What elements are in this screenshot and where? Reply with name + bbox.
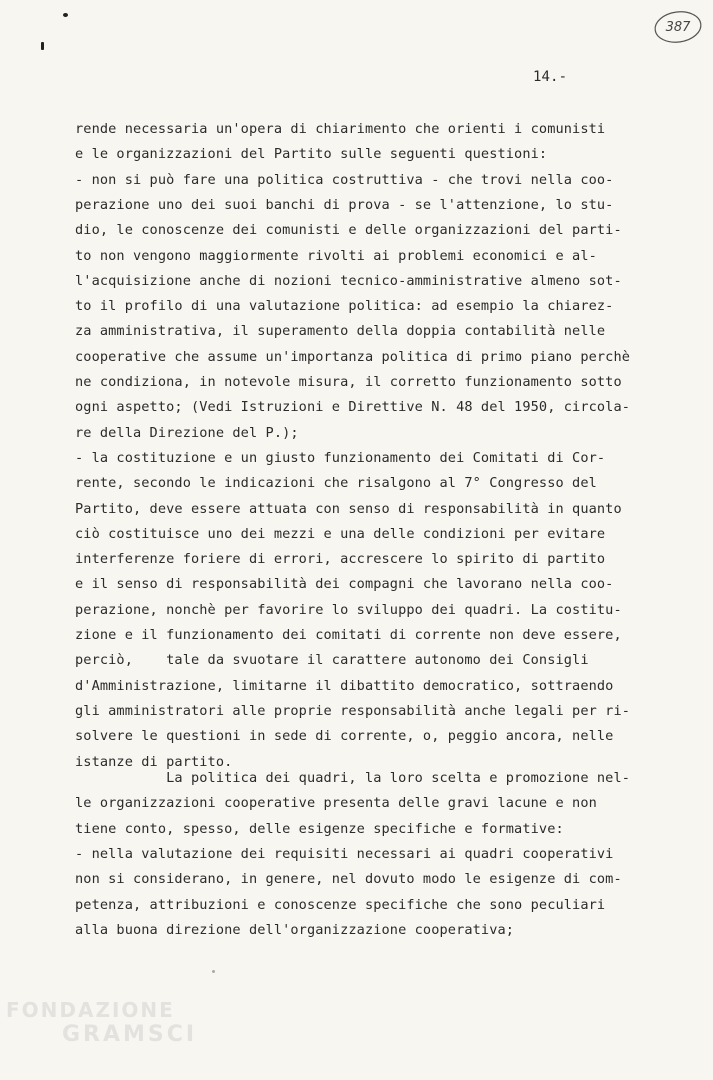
text-line: La politica dei quadri, la loro scelta e promozione nel-	[75, 770, 631, 786]
text-line: le organizzazioni cooperative presenta delle gravi lacune e non	[75, 795, 597, 812]
text-line: perazione, nonchè per favorire lo sviluppo dei quadri. La costitu-	[75, 601, 622, 618]
text-line: rente, secondo le indicazioni che risalgono al 7° Congresso del	[75, 475, 597, 492]
text-line: za amministrativa, il superamento della doppia contabilità nelle	[75, 323, 606, 340]
text-line: to il profilo di una valutazione politica: ad esempio la chiarez-	[75, 298, 614, 315]
watermark-line-1: FONDAZIONE	[6, 998, 175, 1022]
watermark-line-2: GRAMSCI	[62, 1022, 198, 1047]
text-line: cooperative che assume un'importanza politica di primo piano perchè	[75, 348, 631, 365]
punch-mark	[41, 42, 44, 50]
text-line: to non vengono maggiormente rivolti ai problemi economici e al-	[75, 247, 597, 264]
text-line: e il senso di responsabilità dei compagni che lavorano nella coo-	[75, 576, 614, 593]
archive-stamp	[653, 10, 703, 44]
text-line: l'acquisizione anche di nozioni tecnico-amministrative almeno sot-	[75, 272, 622, 289]
text-line: d'Amministrazione, limitarne il dibattito democratico, sottraendo	[75, 677, 614, 694]
text-line: perazione uno dei suoi banchi di prova - se l'attenzione, lo stu-	[75, 196, 614, 213]
text-line: Partito, deve essere attuata con senso di responsabilità in quanto	[75, 500, 622, 517]
text-line: perciò, tale da svuotare il carattere autonomo dei Consigli	[75, 652, 589, 669]
text-line: gli amministratori alle proprie responsabilità anche legali per ri-	[75, 702, 631, 719]
text-line: solvere le questioni in sede di corrente, o, peggio ancora, nelle	[75, 728, 614, 745]
punch-mark	[63, 13, 68, 17]
text-line: - la costituzione e un giusto funzionamento dei Comitati di Cor-	[75, 449, 606, 466]
page-number: 14.-	[533, 69, 568, 85]
text-line: zione e il funzionamento dei comitati di corrente non deve essere,	[75, 627, 622, 643]
text-line: petenza, attribuzioni e conoscenze specifiche che sono peculiari	[75, 896, 606, 913]
speck	[212, 970, 215, 973]
watermark	[6, 1000, 197, 1046]
text-line: - non si può fare una politica costruttiva - che trovi nella coo-	[75, 171, 614, 188]
text-line: alla buona direzione dell'organizzazione cooperativa;	[75, 921, 515, 938]
text-line: rende necessaria un'opera di chiarimento che orienti i comunisti	[75, 121, 606, 137]
text-line: re della Direzione del P.);	[75, 424, 299, 441]
text-line: tiene conto, spesso, delle esigenze specifiche e formative:	[75, 820, 564, 837]
text-line: - nella valutazione dei requisiti necessari ai quadri cooperativi	[75, 845, 614, 862]
text-line: ogni aspetto; (Vedi Istruzioni e Direttive N. 48 del 1950, circola-	[75, 399, 631, 416]
text-line: e le organizzazioni del Partito sulle seguenti questioni:	[75, 146, 548, 163]
text-line: ne condiziona, in notevole misura, il corretto funzionamento sotto	[75, 374, 622, 390]
text-line: istanze di partito.	[75, 753, 233, 770]
archive-number-text: 387	[665, 19, 691, 35]
text-line: interferenze foriere di errori, accrescere lo spirito di partito	[75, 551, 606, 568]
text-line: ciò costituisce uno dei mezzi e una delle condizioni per evitare	[75, 525, 606, 542]
text-line: dio, le conoscenze dei comunisti e delle organizzazioni del parti-	[75, 222, 622, 239]
text-line: non si considerano, in genere, nel dovuto modo le esigenze di com-	[75, 871, 622, 888]
